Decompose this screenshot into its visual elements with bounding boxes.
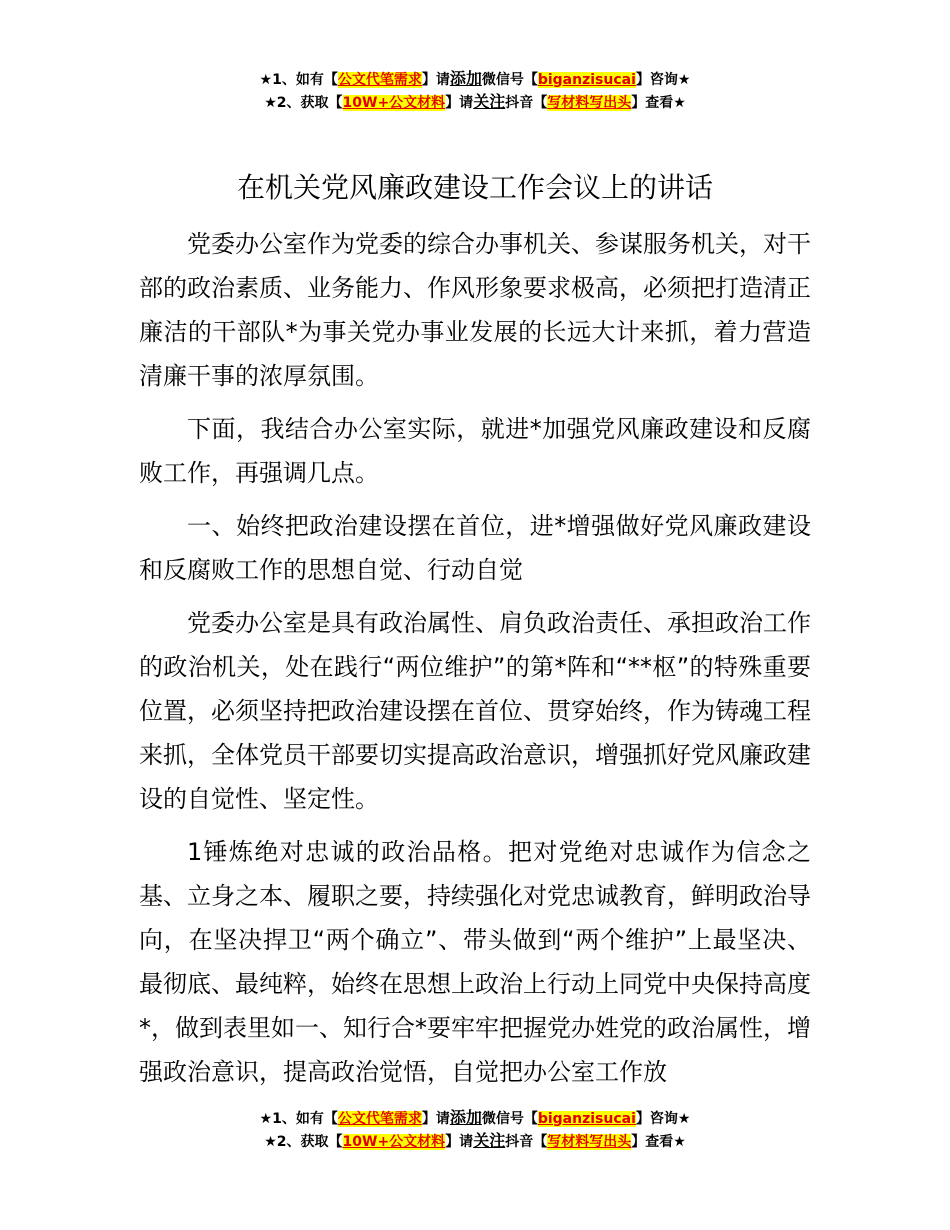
paragraph: 下面，我结合办公室实际，就进*加强党风廉政建设和反腐败工作，再强调几点。 [139, 415, 811, 487]
banner-text: 】查看★ [631, 1134, 686, 1150]
highlight-text: 10W+公文材料 [342, 1134, 446, 1150]
emphasis-text: 关注 [473, 1131, 506, 1150]
section-heading: 一、始终把政治建设摆在首位，进*增强做好党风廉政建设和反腐败工作的思想自觉、行动自觉 [139, 512, 811, 584]
emphasis-text: 添加 [449, 69, 482, 88]
banner-line-2 [0, 1130, 950, 1153]
emphasis-text: 关注 [473, 92, 506, 111]
banner-text: 】咨询★ [635, 1111, 691, 1127]
banner-text: 】查看★ [631, 95, 686, 111]
highlight-text: 10W+公文材料 [342, 95, 446, 111]
douyin-account: 写材料写出头 [547, 95, 632, 111]
highlight-text: 公文代笔需求 [337, 72, 422, 88]
paragraph: 党委办公室作为党委的综合办事机关、参谋服务机关，对干部的政治素质、业务能力、作风形象要求极高，必须把打造清正廉洁的干部队*为事关党办事业发展的长远大计来抓，着力营造清廉干事的浓厚氛围。 [139, 230, 811, 390]
banner-line-1 [0, 68, 950, 91]
banner-text: 】请 [445, 95, 474, 111]
emphasis-text: 添加 [449, 1108, 482, 1127]
paragraph: 党委办公室是具有政治属性、肩负政治责任、承担政治工作的政治机关，处在践行“两位维护”的第*阵和“**枢”的特殊重要位置，必须坚持把政治建设摆在首位、贯穿始终，作为铸魂工程来抓，全体党员干部要切实提高政治意识，增强抓好党风廉政建设的自觉性、坚定性。 [139, 609, 811, 813]
paragraph: 1锤炼绝对忠诚的政治品格。把对党绝对忠诚作为信念之基、立身之本、履职之要，持续强化对党忠诚教育，鲜明政治导向，在坚决捍卫“两个确立”、带头做到“两个维护”上最坚决、最彻底、最纯粹，始终在思想上政治上行动上同党中央保持高度*，做到表里如一、知行合*要牢牢把握党办姓党的政治属性，增强政治意识，提高政治觉悟，自觉把办公室工作放 [139, 838, 811, 1086]
banner-text: 抖音【 [505, 95, 548, 111]
document-body [139, 222, 811, 1103]
douyin-account: 写材料写出头 [547, 1134, 632, 1150]
document-title: 在机关党风廉政建设工作会议上的讲话 [236, 171, 713, 204]
banner-text: ★2、获取【 [264, 95, 343, 111]
banner-text: 微信号【 [481, 72, 538, 88]
banner-text: 微信号【 [481, 1111, 538, 1127]
banner-text: 抖音【 [505, 1134, 548, 1150]
banner-text: 】请 [421, 72, 450, 88]
footer-banner [0, 1107, 950, 1153]
wechat-id: biganzisucai [537, 72, 636, 88]
banner-text: 】请 [445, 1134, 474, 1150]
banner-text: ★1、如有【 [259, 1111, 338, 1127]
highlight-text: 公文代笔需求 [337, 1111, 422, 1127]
banner-line-1 [0, 1107, 950, 1130]
banner-line-2 [0, 91, 950, 114]
wechat-id: biganzisucai [537, 1111, 636, 1127]
banner-text: ★1、如有【 [259, 72, 338, 88]
banner-text: ★2、获取【 [264, 1134, 343, 1150]
banner-text: 】咨询★ [635, 72, 691, 88]
banner-text: 】请 [421, 1111, 450, 1127]
header-banner [0, 68, 950, 114]
